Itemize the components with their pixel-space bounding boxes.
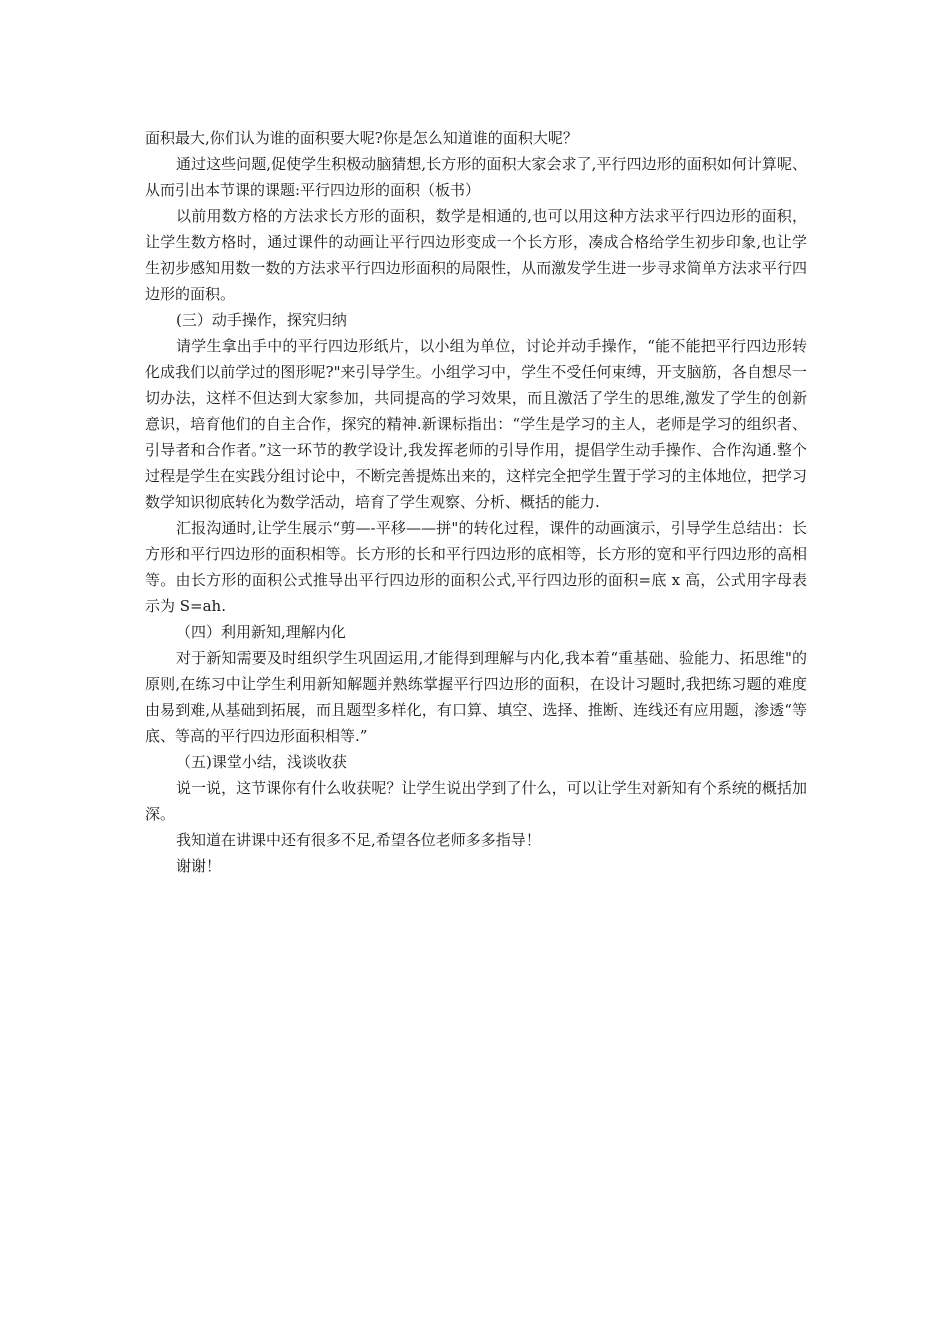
paragraph: 说一说，这节课你有什么收获呢？让学生说出学到了什么，可以让学生对新知有个系统的概括加深。 bbox=[145, 779, 807, 823]
paragraph: 对于新知需要及时组织学生巩固运用,才能得到理解与内化,我本着“重基础、验能力、拓思维"的原则,在练习中让学生利用新知解题并熟练掌握平行四边形的面积，在设计习题时,我把练习题的难度由易到难,从基础到拓展，而且题型多样化，有口算、填空、选择、推断、连线还有应用题，渗透“等底、等高的平行四边形面积相等.” bbox=[145, 649, 807, 745]
paragraph-continuation: 面积最大,你们认为谁的面积要大呢?你是怎么知道谁的面积大呢？ bbox=[145, 129, 578, 147]
paragraph: 我知道在讲课中还有很多不足,希望各位老师多多指导！ bbox=[176, 831, 541, 849]
paragraph: 以前用数方格的方法求长方形的面积，数学是相通的,也可以用这种方法求平行四边形的面积，让学生数方格时，通过课件的动画让平行四边形变成一个长方形，凑成合格给学生初步印象,也让学生初步感知用数一数的方法求平行四边形面积的局限性，从而激发学生进一步寻求简单方法求平行四边形的面积。 bbox=[145, 207, 807, 303]
paragraph-closing: 谢谢！ bbox=[176, 857, 222, 875]
paragraph: 汇报沟通时,让学生展示“剪—-平移——拼"的转化过程，课件的动画演示，引导学生总结出：长方形和平行四边形的面积相等。长方形的长和平行四边形的底相等，长方形的宽和平行四边形的高相等。由长方形的面积公式推导出平行四边形的面积公式,平行四边形的面积=底 x 高，公式用字母表示为 S=ah. bbox=[145, 519, 807, 615]
section-heading: （四）利用新知,理解内化 bbox=[176, 623, 346, 641]
paragraph: 通过这些问题,促使学生积极动脑猜想,长方形的面积大家会求了,平行四边形的面积如何计算呢、从而引出本节课的课题:平行四边形的面积（板书） bbox=[145, 155, 807, 199]
section-heading: (三）动手操作，探究归纳 bbox=[176, 311, 347, 329]
paragraph: 请学生拿出手中的平行四边形纸片，以小组为单位，讨论并动手操作，“能不能把平行四边形转化成我们以前学过的图形呢?"来引导学生。小组学习中，学生不受任何束缚，开支脑筋，各自想尽一切办法，这样不但达到大家参加，共同提高的学习效果，而且激活了学生的思维,激发了学生的创新意识，培育他们的自主合作，探究的精神.新课标指出：“学生是学习的主人，老师是学习的组织者、引导者和合作者。”这一环节的教学设计,我发挥老师的引导作用，提倡学生动手操作、合作沟通.整个过程是学生在实践分组讨论中，不断完善提炼出来的，这样完全把学生置于学习的主体地位，把学习数学知识彻底转化为数学活动，培育了学生观察、分析、概括的能力. bbox=[145, 337, 807, 511]
document-body bbox=[145, 125, 807, 879]
section-heading: （五)课堂小结，浅谈收获 bbox=[176, 753, 347, 771]
